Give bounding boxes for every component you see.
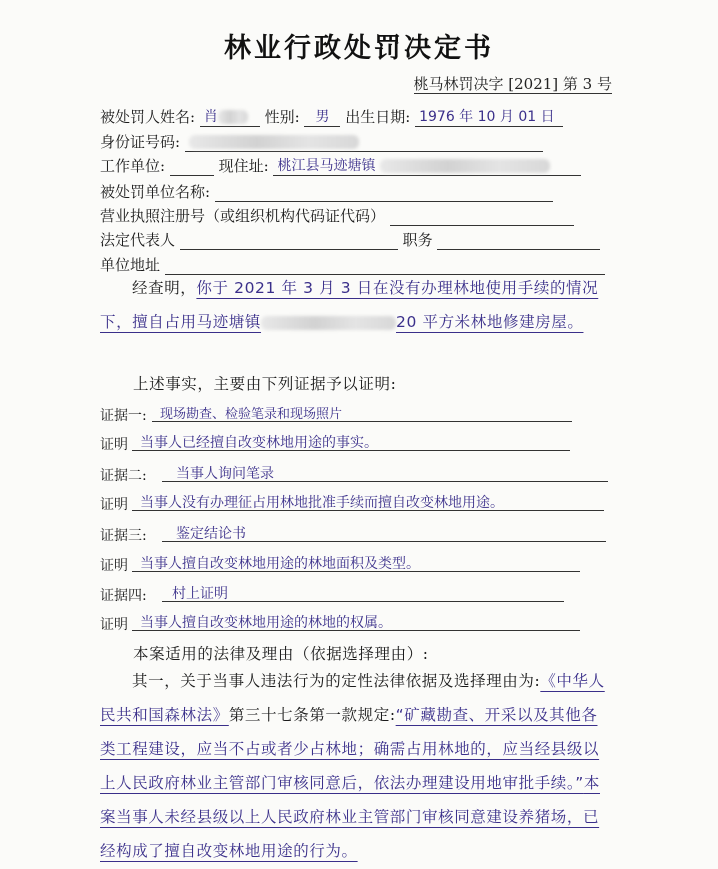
evidence-3-proof-label: 证明 — [100, 558, 128, 574]
unit-address-label: 单位地址 — [100, 256, 161, 274]
id-row — [100, 131, 543, 152]
redaction-mark — [189, 135, 359, 149]
work-address-row — [100, 155, 581, 176]
unit-name-label: 被处罚单位名称: — [100, 183, 211, 201]
name-value: 肖 — [203, 109, 218, 125]
dob-label: 出生日期: — [345, 108, 411, 126]
redaction-mark — [218, 110, 248, 124]
name-field — [200, 106, 260, 127]
unit-name-row — [100, 181, 553, 202]
license-row — [100, 205, 574, 226]
findings-paragraph — [100, 271, 606, 339]
redaction-mark — [261, 316, 396, 330]
id-label: 身份证号码: — [100, 133, 181, 151]
document-number-text: 桃马林罚决字 [2021] 第 3 号 — [413, 75, 612, 93]
evidence-3-label: 证据三: — [100, 528, 147, 544]
gender-label: 性别: — [264, 108, 300, 126]
work-label: 工作单位: — [100, 157, 166, 175]
reason-paragraph — [100, 664, 606, 868]
findings-prefix: 经查明， — [132, 279, 197, 297]
id-field — [185, 134, 543, 152]
reason-quote: “矿藏勘查、开采以及其他各类工程建设，应当不占或者少占林地；确需占用林地的，应当经县级以上人民政府林业主管部门审核同意后，依法办理建设用地审批手续。” — [100, 706, 600, 792]
evidence-1-label: 证据一: — [100, 408, 147, 424]
evidence-4-value: 村上证明 — [162, 583, 564, 602]
address-field — [273, 155, 581, 176]
legal-rep-row — [100, 229, 600, 250]
person-info-row — [100, 106, 563, 127]
findings-text-b: 20 平方米林地修建房屋。 — [396, 313, 584, 331]
work-field — [170, 158, 214, 176]
document-title: 林业行政处罚决定书 — [224, 33, 494, 64]
reason-article: 第三十七条第一款规定: — [228, 706, 396, 724]
legal-rep-label: 法定代表人 — [100, 231, 176, 249]
evidence-1-value: 现场勘查、检验笔录和现场照片 — [152, 403, 572, 422]
legal-rep-field — [180, 232, 398, 250]
reason-conclusion: 本案当事人未经县级以上人民政府林业主管部门审核同意建设养猪场，已经构成了擅自改变林地用途的行为。 — [100, 774, 600, 860]
evidence-1-proof-label: 证明 — [100, 437, 128, 453]
evidence-2-proof-label: 证明 — [100, 497, 128, 513]
reason-law-name: 《中华人民共和国森林法》 — [100, 672, 605, 724]
reason-lead: 其一，关于当事人违法行为的定性法律依据及选择理由为: — [132, 672, 541, 690]
address-label: 现住址: — [218, 157, 269, 175]
findings-text-a: 你于 2021 年 3 月 3 日在没有办理林地使用手续的情况下，擅自占用马迹塘镇 — [100, 279, 599, 331]
evidence-4-proof: 当事人擅自改变林地用途的林地的权属。 — [132, 612, 580, 631]
dob-value: 1976 年 10 月 01 日 — [415, 106, 563, 127]
evidence-4-proof-label: 证明 — [100, 617, 128, 633]
evidence-4-label: 证据四: — [100, 588, 147, 604]
evidence-2-label: 证据二: — [100, 468, 147, 484]
license-label: 营业执照注册号（或组织机构代码证代码） — [100, 207, 386, 225]
unit-name-field — [215, 184, 553, 202]
position-field — [437, 232, 600, 250]
evidence-2-proof: 当事人没有办理征占用林地批准手续而擅自改变林地用途。 — [132, 492, 604, 511]
document-number — [414, 73, 613, 94]
license-field — [390, 208, 574, 226]
redaction-mark — [380, 159, 550, 173]
evidence-1-proof: 当事人已经擅自改变林地用途的事实。 — [132, 432, 570, 451]
position-label: 职务 — [402, 231, 433, 249]
evidence-3-value: 鉴定结论书 — [162, 523, 606, 542]
law-intro: 本案适用的法律及理由（依据选择理由）: — [133, 645, 429, 663]
evidence-2-value: 当事人询问笔录 — [162, 463, 608, 482]
name-label: 被处罚人姓名: — [100, 108, 196, 126]
evidence-intro: 上述事实，主要由下列证据予以证明: — [133, 375, 397, 393]
evidence-3-proof: 当事人擅自改变林地用途的林地面积及类型。 — [132, 553, 580, 572]
gender-value: 男 — [304, 106, 340, 127]
address-value: 桃江县马迹塘镇 — [277, 158, 376, 174]
